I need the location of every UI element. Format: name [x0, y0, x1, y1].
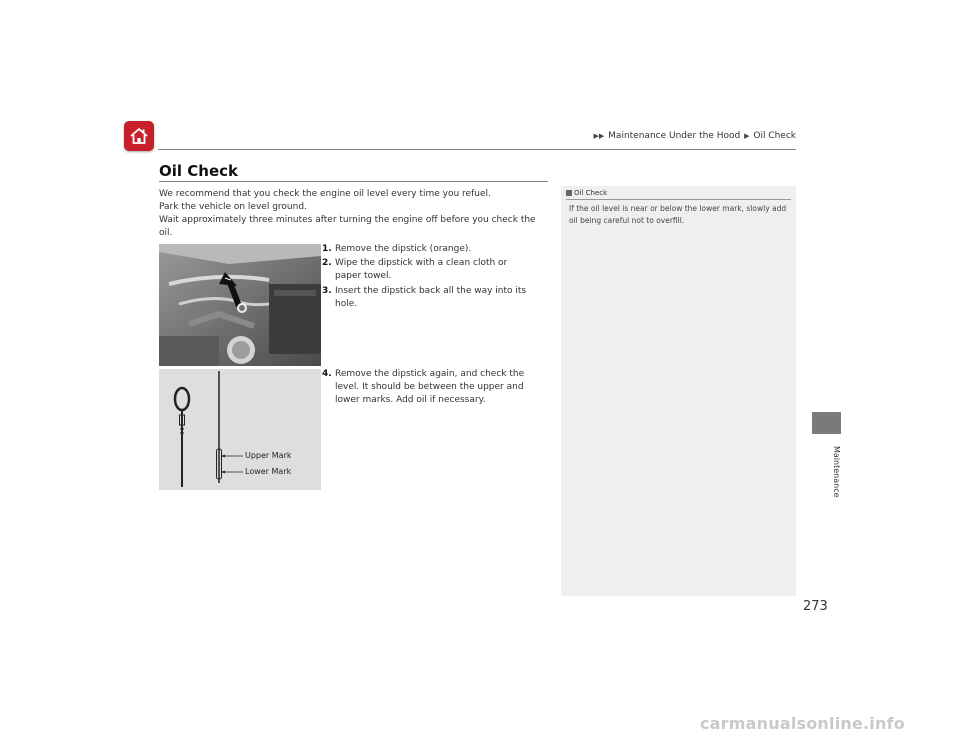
breadcrumb-item[interactable]: Oil Check [753, 131, 796, 141]
engine-bay-image [159, 244, 321, 366]
step-item [322, 285, 550, 311]
intro-line: Park the vehicle on level ground. [159, 202, 307, 212]
step-number: 4. [322, 369, 332, 379]
step-item [322, 257, 550, 283]
home-icon [128, 126, 150, 146]
section-tab-label: Maintenance [832, 446, 841, 498]
note-heading-text: Oil Check [574, 189, 608, 197]
breadcrumb-item[interactable]: Maintenance Under the Hood [608, 131, 741, 141]
intro-line: We recommend that you check the engine oil level every time you refuel. [159, 189, 491, 199]
note-body: If the oil level is near or below the lower mark, slowly add oil being careful not to overfill. [569, 204, 787, 225]
step-text: Remove the dipstick again, and check the level. It should be between the upper and lower marks. Add oil if necessary. [335, 369, 525, 405]
note-heading [566, 189, 607, 197]
breadcrumb-arrow-icon: ▶▶ [593, 132, 605, 140]
lower-mark-label: Lower Mark [245, 467, 292, 476]
step-text: Wipe the dipstick with a clean cloth or paper towel. [335, 258, 508, 281]
note-divider [566, 199, 791, 200]
header-divider [158, 149, 796, 150]
intro-line: Wait approximately three minutes after turning the engine off before you check the oil. [159, 215, 536, 238]
dipstick-diagram [159, 369, 321, 490]
step-text: Remove the dipstick (orange). [335, 244, 472, 254]
section-tab[interactable] [812, 412, 841, 434]
step-item [322, 243, 550, 256]
home-button[interactable] [124, 121, 154, 151]
breadcrumb-arrow-icon: ▶ [744, 132, 750, 140]
watermark: carmanualsonline.info [700, 714, 905, 733]
page-number: 273 [803, 599, 828, 614]
page-title: Oil Check [159, 162, 238, 180]
step-number: 3. [322, 286, 332, 296]
note-icon [566, 190, 572, 196]
intro-text [159, 188, 549, 240]
step-number: 1. [322, 244, 332, 254]
step-item [322, 368, 550, 407]
note-panel [561, 186, 796, 596]
upper-mark-label: Upper Mark [245, 451, 292, 460]
step-number: 2. [322, 258, 332, 268]
breadcrumb [430, 131, 796, 141]
title-divider [159, 181, 548, 182]
step-text: Insert the dipstick back all the way into its hole. [335, 286, 527, 309]
